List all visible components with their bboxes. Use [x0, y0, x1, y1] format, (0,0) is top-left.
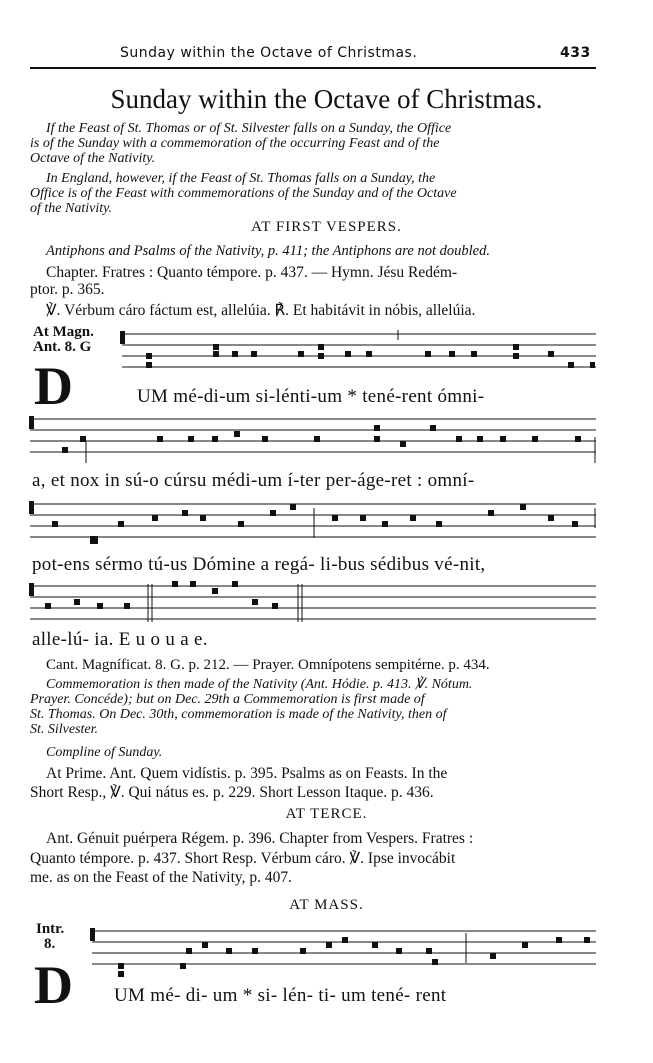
running-title: Sunday within the Octave of Christmas.: [120, 45, 418, 61]
introit-label-line: Intr.: [36, 921, 65, 937]
chant-staff-2: [0, 411, 653, 471]
commemoration-line: Commemoration is then made of the Nativity (Ant. Hódie. p. 413. ℣. Nótum.: [46, 677, 473, 692]
versicle-line: ℣. Vérbum cáro fáctum est, allelúia. ℟. Et habitávit in nóbis, allelúia.: [46, 302, 476, 319]
header-rule: [30, 67, 596, 69]
introit-lyric: UM mé- di- um * si- lén- ti- um tené- rent: [114, 985, 447, 1006]
prime-line: At Prime. Ant. Quem vidístis. p. 395. Psalms as on Feasts. In the: [46, 765, 448, 782]
rubric-england-line: of the Nativity.: [30, 201, 113, 216]
chant-lyric: UM mé-di-um si-lénti-um * tené-rent ómni-: [137, 386, 485, 407]
chant-label-line: At Magn.: [33, 324, 94, 340]
commemoration-line: Prayer. Concéde); but on Dec. 29th a Commemoration is first made of: [30, 692, 425, 707]
commemoration-line: St. Thomas. On Dec. 30th, commemoration is made of the Nativity, then of: [30, 707, 447, 722]
rubric-feast-line: If the Feast of St. Thomas or of St. Silvester falls on a Sunday, the Office: [46, 121, 452, 136]
compline-line: Compline of Sunday.: [46, 745, 163, 760]
drop-cap: D: [34, 356, 73, 416]
commemoration-rubric: [30, 677, 596, 737]
terce-line: Quanto témpore. p. 437. Short Resp. Vérbum cáro. ℣. Ipse invocábit: [30, 850, 456, 867]
rubric-england: [30, 171, 596, 216]
page-number: 433: [560, 45, 591, 61]
prime-line: Short Resp., ℣. Qui nátus es. p. 229. Short Lesson Itaque. p. 436.: [30, 784, 434, 801]
introit-label-line: 8.: [44, 936, 56, 952]
terce-line: Ant. Génuit puérpera Régem. p. 396. Chapter from Vespers. Fratres :: [46, 830, 474, 847]
chant-lyric: alle-lú- ia. E u o u a e.: [32, 629, 208, 650]
cant-line: Cant. Magníficat. 8. G. p. 212. — Prayer. Omnípotens sempitérne. p. 434.: [46, 657, 490, 673]
mass-heading: AT MASS.: [289, 897, 364, 913]
chant-lyric: a, et nox in sú-o cúrsu médi-um í-ter per-áge-ret : omní-: [32, 470, 475, 491]
commemoration-line: St. Silvester.: [30, 722, 99, 737]
rubric-feast: [30, 121, 596, 166]
first-vespers-heading: AT FIRST VESPERS.: [251, 219, 402, 235]
chant-staff-3: [0, 496, 653, 556]
rubric-feast-line: is of the Sunday with a commemoration of the occurring Feast and of the: [30, 136, 440, 151]
chapter-line: Chapter. Fratres : Quanto témpore. p. 437. — Hymn. Jésu Redém-: [46, 264, 458, 281]
page-title: Sunday within the Octave of Christmas.: [110, 84, 543, 114]
rubric-england-line: Office is of the Feast with commemorations of the Sunday and of the Octave: [30, 186, 457, 201]
antiphons-line: Antiphons and Psalms of the Nativity, p. 411; the Antiphons are not doubled.: [46, 243, 490, 259]
terce-heading: AT TERCE.: [285, 806, 368, 822]
chapter-line: ptor. p. 365.: [30, 281, 105, 298]
chant-label-line: Ant. 8. G: [33, 339, 92, 355]
rubric-feast-line: Octave of the Nativity.: [30, 151, 156, 166]
introit-drop-cap: D: [34, 955, 73, 1015]
chant-staff-1: [0, 326, 653, 386]
rubric-england-line: In England, however, if the Feast of St. Thomas falls on a Sunday, the: [46, 171, 436, 186]
chant-lyric: pot-ens sérmo tú-us Dómine a regá- li-bus sédibus vé-nit,: [32, 554, 486, 575]
chant-staff-introit: [0, 921, 653, 981]
terce-line: me. as on the Feast of the Nativity, p. 407.: [30, 869, 293, 886]
